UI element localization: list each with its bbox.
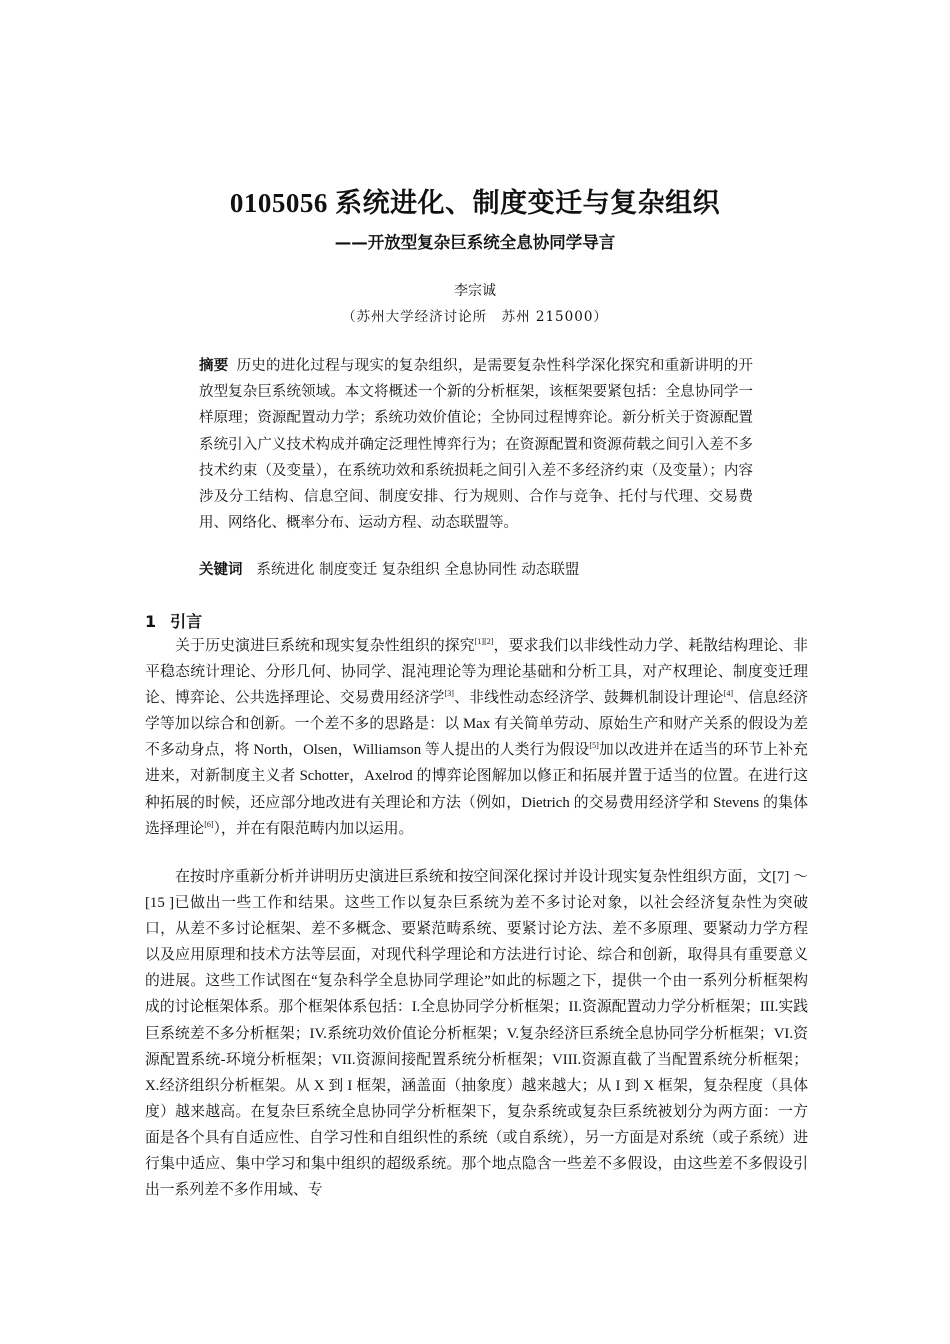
keywords-text: 系统进化 制度变迁 复杂组织 全息协同性 动态联盟 xyxy=(256,562,580,578)
section-title: 引言 xyxy=(170,612,203,631)
paper-subtitle: ——开放型复杂巨系统全息协同学导言 xyxy=(334,233,616,252)
keywords-label: 关键词 xyxy=(199,562,243,578)
abstract-text: 历史的进化过程与现实的复杂组织，是需要复杂性科学深化探究和重新讲明的开放型复杂巨系统领域。本文将概述一个新的分析框架，该框架要紧包括：全息协同学一样原理；资源配置动力学；系统功效价值论；全协同过程博弈论。新分析关于资源配置系统引入广义技术构成并确定泛理性博弈行为；在资源配置和资源荷载之间引入差不多技术约束（及变量），在系统功效和系统损耗之间引入差不多经济约束（及变量）；内容涉及分工结构、信息空间、制度安排、行为规则、合作与竞争、托付与代理、交易费用、网络化、概率分布、运动方程、动态联盟等。 xyxy=(199,358,754,532)
para1-text-1: 关于历史演进巨系统和现实复杂性组织的探究 xyxy=(175,638,475,654)
body-paragraph-2 xyxy=(145,864,808,1203)
section-heading xyxy=(145,609,202,632)
abstract-label: 摘要 xyxy=(199,358,229,374)
author-name: 李宗诚 xyxy=(454,283,496,299)
para2-text: 在按时序重新分析并讲明历史演进巨系统和按空间深化探讨并设计现实复杂性组织方面，文[7] ～[15 ]已做出一些工作和结果。这些工作以复杂巨系统为差不多讨论对象，以社会经济复杂性为突破口，从差不多讨论框架、差不多概念、要紧范畴系统、要紧讨论方法、差不多原理、要紧动力学方程以及应用原理和技术方法等层面，对现代科学理论和方法进行讨论、综合和创新，取得具有重要意义的进展。这些工作试图在“复杂科学全息协同学理论”如此的标题之下，提供一个由一系列分析框架构成的讨论框架体系。那个框架体系包括：I.全息协同学分析框架；II.资源配置动力学分析框架；III.实践巨系统差不多分析框架；IV.系统功效价值论分析框架；V.复杂经济巨系统全息协同学分析框架；VI.资源配置系统-环境分析框架；VII.资源间接配置系统分析框架；VIII.资源直截了当配置系统分析框架；X.经济组织分析框架。从 X 到 I 框架，涵盖面（抽象度）越来越大；从 I 到 X 框架，复杂程度（具体度）越来越高。在复杂巨系统全息协同学分析框架下，复杂系统或复杂巨系统被划分为两方面：一方面是各个具有自适应性、自学习性和自组织性的系统（或自系统），另一方面是对系统（或子系统）进行集中适应、集中学习和集中组织的超级系统。那个地点隐含一些差不多假设，由这些差不多假设引出一系列差不多作用域、专 xyxy=(145,869,808,1199)
paper-title: 0105056 系统进化、制度变迁与复杂组织 xyxy=(229,188,721,218)
author-affiliation: （苏州大学经济讨论所 苏州 215000） xyxy=(342,309,608,325)
para1-text-6: ），并在有限范畴内加以运用。 xyxy=(213,820,414,837)
para1-text-5: 加以改进并在适当的环节上补充进来，对新制度主义者 Schotter，Axelrod 的博弈论图解加以修正和拓展并置于适当的位置。在进行这种拓展的时候，还应部分地改进有关理论和方法（例如，Dietrich 的交易费用经济学和 Stevens 的集体选择理论 xyxy=(145,742,808,837)
citation-6[interactable]: [6] xyxy=(204,819,214,829)
keywords xyxy=(199,558,753,582)
para1-text-3: 、非线性动态经济学、鼓舞机制设计理论 xyxy=(453,690,724,707)
para1-text-4: 、信息经济学等加以综合和创新。一个差不多的思路是：以 Max 有关简单劳动、原始生产和财产关系的假设为差不多动身点，将 North，Olsen，Williamson 等人提出的人类行为假设 xyxy=(145,690,808,759)
para1-text-2: ，要求我们以非线性动力学、耗散结构理论、非平稳态统计理论、分形几何、协同学、混沌理论等为理论基础和分析工具，对产权理论、制度变迁理论、博弈论、公共选择理论、交易费用经济学 xyxy=(145,638,808,707)
citation-4[interactable]: [4] xyxy=(723,689,734,699)
citation-1-2[interactable]: [1][2] xyxy=(474,637,494,647)
citation-3[interactable]: [3] xyxy=(444,689,454,699)
section-number: 1 xyxy=(145,612,157,631)
citation-5[interactable]: [5] xyxy=(589,741,599,751)
abstract xyxy=(199,353,753,536)
body-paragraph-1 xyxy=(145,633,808,842)
